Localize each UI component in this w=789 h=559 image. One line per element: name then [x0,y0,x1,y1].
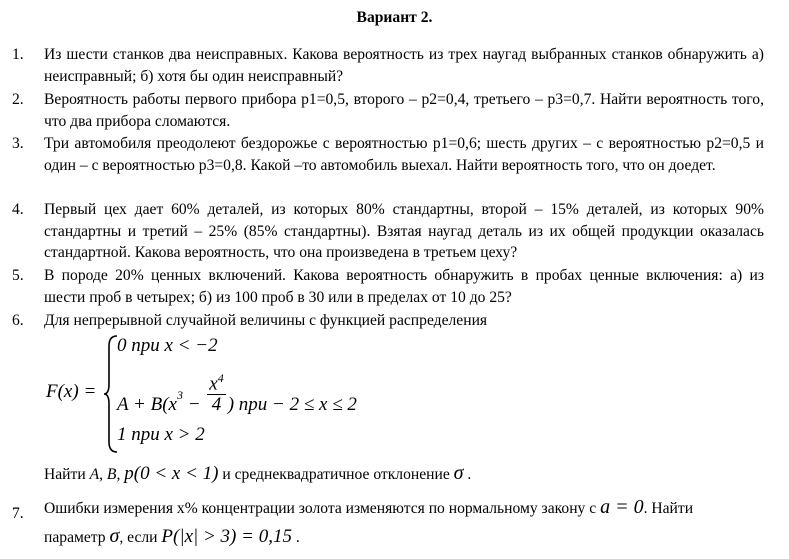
problem-number: 7. [12,505,24,522]
p7-line1-pre: Ошибки измерения х% концентрации золота изменяются по нормальному закону с [44,500,601,517]
frac-num-exp: 4 [217,371,224,385]
p7-sigma: σ [109,525,120,547]
p7-a-eq: a = 0 [600,496,644,518]
find-mid: и среднеквадратичное отклонение [218,466,454,483]
case2-pre: A + B(x [117,394,177,416]
formula-case-3: 1 при x > 2 [117,424,205,445]
problem-number: 2. [12,91,24,108]
problem-text: Для непрерывной случайной величины с функцией распределения [44,312,488,329]
find-pre: Найти [44,466,90,483]
case2-post: ) при − 2 ≤ x ≤ 2 [227,394,357,416]
problem-number: 5. [12,267,24,284]
problem-number: 1. [12,46,24,63]
variant-title: Вариант 2. [356,9,433,26]
problem-text: Из шести станков два неисправных. Какова вероятность из трех наугад выбранных станков обнаружить а) неисправный; б) хотя бы один неисправный? [44,46,764,85]
problem-text: Первый цех дает 60% деталей, из которых 80% стандартны, второй – 15% деталей, из которых 90% стандартны и третий – 25% (85% стандартны). Взятая наугад деталь из их общей продукции оказалась стандартной. Какова вероятность, что она произведена в третьем цеху? [44,201,764,261]
find-vars: A, B, [89,466,121,483]
problem-number: 6. [12,312,24,329]
case2-exp: 3 [176,387,183,402]
case2-minus: − [182,394,206,416]
find-end: . [463,466,472,483]
frac-den: 4 [211,394,222,416]
formula-case-2 [117,368,357,415]
problem-text: Вероятность работы первого прибора р1=0,5, второго – р2=0,4, третьего – р3=0,7. Найти вероятность того, что два прибора сломаются. [44,91,764,130]
problem-number: 3. [12,135,24,152]
find-sigma: σ [453,462,464,484]
p7-line2-pre: параметр [44,529,110,546]
p7-end: . [291,529,300,546]
frac-num: x [209,373,218,395]
p7-line1-post: . Найти [643,500,694,517]
p7-esli: , если [119,529,162,546]
problem-number: 4. [12,201,24,218]
problem-text: В породе 20% ценных включений. Какова вероятность обнаружить в пробах ценные включения: а) из шести проб в четырех; б) из 100 проб в 30 или в пределах от 10 до 25? [44,267,764,306]
formula-lhs: F(x) = [46,381,97,402]
p7-condition: P(|x| > 3) = 0,15 [161,526,292,547]
problem-text: Три автомобиля преодолеют бездорожье с вероятностью р1=0,6; шесть других – с вероятностью р2=0,5 и один – с вероятностью р3=0,8. Какой –то автомобиль выехал. Найти вероятность того, что он доедет. [44,135,764,174]
find-prob: p(0 < x < 1) [124,463,219,484]
formula-case-1: 0 при x < −2 [117,335,218,356]
fraction [207,368,225,415]
